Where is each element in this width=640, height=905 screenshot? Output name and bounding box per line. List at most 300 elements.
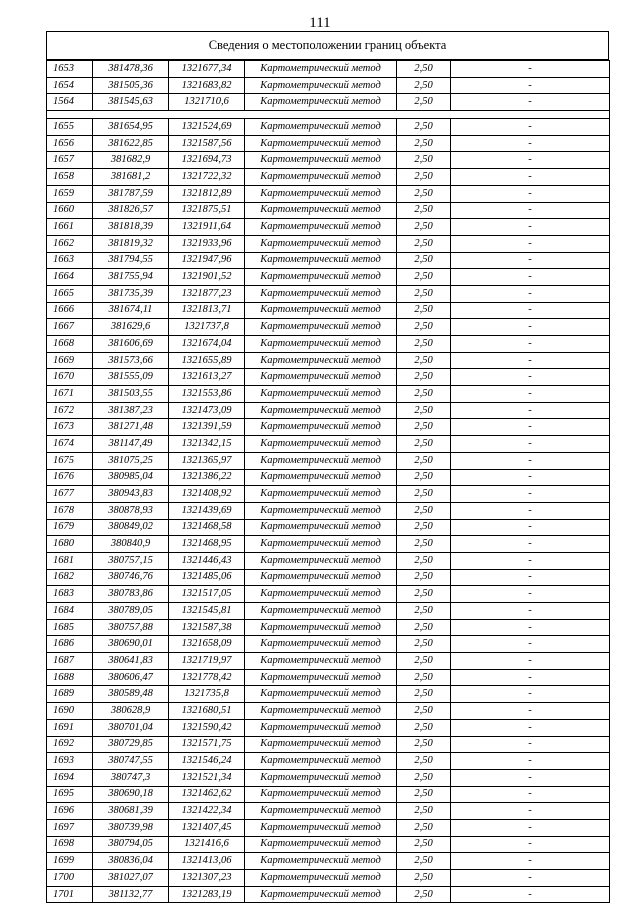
coord-y-cell: 1321545,81 bbox=[169, 603, 245, 620]
coord-x-cell: 381681,2 bbox=[93, 169, 169, 186]
coord-y-cell: 1321473,09 bbox=[169, 402, 245, 419]
coord-y-cell: 1321812,89 bbox=[169, 185, 245, 202]
coord-y-cell: 1321462,62 bbox=[169, 786, 245, 803]
accuracy-cell: 2,50 bbox=[397, 436, 451, 453]
table-row bbox=[47, 352, 610, 369]
accuracy-cell: 2,50 bbox=[397, 386, 451, 403]
table-row bbox=[47, 786, 610, 803]
accuracy-cell: 2,50 bbox=[397, 552, 451, 569]
description-cell: - bbox=[451, 285, 610, 302]
accuracy-cell: 2,50 bbox=[397, 336, 451, 353]
coord-x-cell: 381735,39 bbox=[93, 285, 169, 302]
coord-x-cell: 380729,85 bbox=[93, 736, 169, 753]
method-cell: Картометрический метод bbox=[245, 786, 397, 803]
point-number-cell: 1659 bbox=[47, 185, 93, 202]
description-cell: - bbox=[451, 536, 610, 553]
table-row bbox=[47, 502, 610, 519]
method-cell: Картометрический метод bbox=[245, 235, 397, 252]
point-number-cell: 1660 bbox=[47, 202, 93, 219]
description-cell: - bbox=[451, 319, 610, 336]
boundary-document bbox=[46, 31, 609, 903]
point-number-cell: 1700 bbox=[47, 870, 93, 887]
method-cell: Картометрический метод bbox=[245, 486, 397, 503]
accuracy-cell: 2,50 bbox=[397, 636, 451, 653]
method-cell: Картометрический метод bbox=[245, 252, 397, 269]
description-cell: - bbox=[451, 135, 610, 152]
point-number-cell: 1658 bbox=[47, 169, 93, 186]
point-number-cell: 1688 bbox=[47, 669, 93, 686]
method-cell: Картометрический метод bbox=[245, 619, 397, 636]
method-cell: Картометрический метод bbox=[245, 803, 397, 820]
accuracy-cell: 2,50 bbox=[397, 61, 451, 78]
accuracy-cell: 2,50 bbox=[397, 853, 451, 870]
point-number-cell: 1662 bbox=[47, 235, 93, 252]
table-row bbox=[47, 819, 610, 836]
method-cell: Картометрический метод bbox=[245, 419, 397, 436]
coord-x-cell: 381674,11 bbox=[93, 302, 169, 319]
coord-x-cell: 380747,3 bbox=[93, 769, 169, 786]
accuracy-cell: 2,50 bbox=[397, 519, 451, 536]
method-cell: Картометрический метод bbox=[245, 386, 397, 403]
coord-y-cell: 1321710,6 bbox=[169, 94, 245, 111]
description-cell: - bbox=[451, 402, 610, 419]
table-row bbox=[47, 653, 610, 670]
accuracy-cell: 2,50 bbox=[397, 169, 451, 186]
method-cell: Картометрический метод bbox=[245, 519, 397, 536]
point-number-cell: 1661 bbox=[47, 219, 93, 236]
point-number-cell: 1673 bbox=[47, 419, 93, 436]
coord-y-cell: 1321524,69 bbox=[169, 119, 245, 136]
coord-y-cell: 1321694,73 bbox=[169, 152, 245, 169]
method-cell: Картометрический метод bbox=[245, 202, 397, 219]
coord-x-cell: 380794,05 bbox=[93, 836, 169, 853]
coord-y-cell: 1321468,58 bbox=[169, 519, 245, 536]
accuracy-cell: 2,50 bbox=[397, 285, 451, 302]
coord-x-cell: 381027,07 bbox=[93, 870, 169, 887]
accuracy-cell: 2,50 bbox=[397, 753, 451, 770]
table-gap-row bbox=[47, 111, 610, 119]
table-row bbox=[47, 402, 610, 419]
description-cell: - bbox=[451, 336, 610, 353]
accuracy-cell: 2,50 bbox=[397, 352, 451, 369]
accuracy-cell: 2,50 bbox=[397, 886, 451, 903]
table-row bbox=[47, 369, 610, 386]
description-cell: - bbox=[451, 619, 610, 636]
coord-x-cell: 380789,05 bbox=[93, 603, 169, 620]
method-cell: Картометрический метод bbox=[245, 77, 397, 94]
method-cell: Картометрический метод bbox=[245, 185, 397, 202]
coord-x-cell: 380589,48 bbox=[93, 686, 169, 703]
coord-y-cell: 1321933,96 bbox=[169, 235, 245, 252]
description-cell: - bbox=[451, 419, 610, 436]
point-number-cell: 1678 bbox=[47, 502, 93, 519]
table-row bbox=[47, 185, 610, 202]
accuracy-cell: 2,50 bbox=[397, 452, 451, 469]
table-row bbox=[47, 886, 610, 903]
coord-x-cell: 380836,04 bbox=[93, 853, 169, 870]
description-cell: - bbox=[451, 219, 610, 236]
coord-x-cell: 381075,25 bbox=[93, 452, 169, 469]
method-cell: Картометрический метод bbox=[245, 269, 397, 286]
method-cell: Картометрический метод bbox=[245, 819, 397, 836]
accuracy-cell: 2,50 bbox=[397, 803, 451, 820]
point-number-cell: 1663 bbox=[47, 252, 93, 269]
accuracy-cell: 2,50 bbox=[397, 569, 451, 586]
coord-y-cell: 1321413,06 bbox=[169, 853, 245, 870]
point-number-cell: 1687 bbox=[47, 653, 93, 670]
table-row bbox=[47, 686, 610, 703]
description-cell: - bbox=[451, 769, 610, 786]
point-number-cell: 1699 bbox=[47, 853, 93, 870]
coord-y-cell: 1321386,22 bbox=[169, 469, 245, 486]
method-cell: Картометрический метод bbox=[245, 219, 397, 236]
accuracy-cell: 2,50 bbox=[397, 419, 451, 436]
table-row bbox=[47, 803, 610, 820]
point-number-cell: 1671 bbox=[47, 386, 93, 403]
method-cell: Картометрический метод bbox=[245, 719, 397, 736]
table-row bbox=[47, 703, 610, 720]
table-row bbox=[47, 769, 610, 786]
table-row bbox=[47, 285, 610, 302]
method-cell: Картометрический метод bbox=[245, 636, 397, 653]
method-cell: Картометрический метод bbox=[245, 569, 397, 586]
accuracy-cell: 2,50 bbox=[397, 77, 451, 94]
coord-y-cell: 1321439,69 bbox=[169, 502, 245, 519]
method-cell: Картометрический метод bbox=[245, 402, 397, 419]
coord-y-cell: 1321307,23 bbox=[169, 870, 245, 887]
point-number-cell: 1653 bbox=[47, 61, 93, 78]
description-cell: - bbox=[451, 586, 610, 603]
point-number-cell: 1696 bbox=[47, 803, 93, 820]
accuracy-cell: 2,50 bbox=[397, 686, 451, 703]
description-cell: - bbox=[451, 252, 610, 269]
coord-x-cell: 381622,85 bbox=[93, 135, 169, 152]
point-number-cell: 1682 bbox=[47, 569, 93, 586]
accuracy-cell: 2,50 bbox=[397, 786, 451, 803]
accuracy-cell: 2,50 bbox=[397, 836, 451, 853]
coord-y-cell: 1321468,95 bbox=[169, 536, 245, 553]
table-row bbox=[47, 219, 610, 236]
coord-x-cell: 381555,09 bbox=[93, 369, 169, 386]
point-number-cell: 1686 bbox=[47, 636, 93, 653]
point-number-cell: 1691 bbox=[47, 719, 93, 736]
description-cell: - bbox=[451, 486, 610, 503]
coord-y-cell: 1321674,04 bbox=[169, 336, 245, 353]
coord-x-cell: 381826,57 bbox=[93, 202, 169, 219]
accuracy-cell: 2,50 bbox=[397, 119, 451, 136]
table-row bbox=[47, 836, 610, 853]
description-cell: - bbox=[451, 452, 610, 469]
coord-x-cell: 381629,6 bbox=[93, 319, 169, 336]
table-gap bbox=[47, 111, 610, 119]
coord-x-cell: 380878,93 bbox=[93, 502, 169, 519]
method-cell: Картометрический метод bbox=[245, 870, 397, 887]
accuracy-cell: 2,50 bbox=[397, 653, 451, 670]
table-row bbox=[47, 319, 610, 336]
method-cell: Картометрический метод bbox=[245, 502, 397, 519]
method-cell: Картометрический метод bbox=[245, 536, 397, 553]
coord-x-cell: 380943,83 bbox=[93, 486, 169, 503]
coord-x-cell: 381271,48 bbox=[93, 419, 169, 436]
coord-x-cell: 381819,32 bbox=[93, 235, 169, 252]
point-number-cell: 1674 bbox=[47, 436, 93, 453]
method-cell: Картометрический метод bbox=[245, 669, 397, 686]
table-row bbox=[47, 719, 610, 736]
description-cell: - bbox=[451, 269, 610, 286]
table-row bbox=[47, 619, 610, 636]
accuracy-cell: 2,50 bbox=[397, 669, 451, 686]
coord-y-cell: 1321658,09 bbox=[169, 636, 245, 653]
point-number-cell: 1665 bbox=[47, 285, 93, 302]
coord-y-cell: 1321778,42 bbox=[169, 669, 245, 686]
coord-y-cell: 1321407,45 bbox=[169, 819, 245, 836]
table-row bbox=[47, 302, 610, 319]
coord-y-cell: 1321283,19 bbox=[169, 886, 245, 903]
coord-y-cell: 1321877,23 bbox=[169, 285, 245, 302]
coord-y-cell: 1321422,34 bbox=[169, 803, 245, 820]
table-row bbox=[47, 753, 610, 770]
coord-y-cell: 1321571,75 bbox=[169, 736, 245, 753]
point-number-cell: 1666 bbox=[47, 302, 93, 319]
table-row bbox=[47, 870, 610, 887]
table-row bbox=[47, 669, 610, 686]
accuracy-cell: 2,50 bbox=[397, 319, 451, 336]
table-row bbox=[47, 202, 610, 219]
coord-y-cell: 1321737,8 bbox=[169, 319, 245, 336]
coord-x-cell: 381147,49 bbox=[93, 436, 169, 453]
point-number-cell: 1675 bbox=[47, 452, 93, 469]
table-row bbox=[47, 135, 610, 152]
coord-y-cell: 1321587,56 bbox=[169, 135, 245, 152]
accuracy-cell: 2,50 bbox=[397, 536, 451, 553]
accuracy-cell: 2,50 bbox=[397, 736, 451, 753]
description-cell: - bbox=[451, 77, 610, 94]
coord-y-cell: 1321677,34 bbox=[169, 61, 245, 78]
method-cell: Картометрический метод bbox=[245, 135, 397, 152]
table-row bbox=[47, 486, 610, 503]
accuracy-cell: 2,50 bbox=[397, 819, 451, 836]
point-number-cell: 1690 bbox=[47, 703, 93, 720]
point-number-cell: 1693 bbox=[47, 753, 93, 770]
description-cell: - bbox=[451, 94, 610, 111]
accuracy-cell: 2,50 bbox=[397, 252, 451, 269]
table-row bbox=[47, 552, 610, 569]
description-cell: - bbox=[451, 469, 610, 486]
point-number-cell: 1669 bbox=[47, 352, 93, 369]
coord-y-cell: 1321655,89 bbox=[169, 352, 245, 369]
coord-x-cell: 381478,36 bbox=[93, 61, 169, 78]
coord-y-cell: 1321365,97 bbox=[169, 452, 245, 469]
description-cell: - bbox=[451, 853, 610, 870]
method-cell: Картометрический метод bbox=[245, 336, 397, 353]
accuracy-cell: 2,50 bbox=[397, 586, 451, 603]
coord-x-cell: 381606,69 bbox=[93, 336, 169, 353]
coord-x-cell: 380739,98 bbox=[93, 819, 169, 836]
coord-x-cell: 380701,04 bbox=[93, 719, 169, 736]
coord-y-cell: 1321735,8 bbox=[169, 686, 245, 703]
coord-x-cell: 380690,01 bbox=[93, 636, 169, 653]
table-row bbox=[47, 61, 610, 78]
point-number-cell: 1679 bbox=[47, 519, 93, 536]
description-cell: - bbox=[451, 669, 610, 686]
table-group-2 bbox=[47, 119, 610, 903]
point-number-cell: 1677 bbox=[47, 486, 93, 503]
coord-x-cell: 380757,15 bbox=[93, 552, 169, 569]
coord-y-cell: 1321553,86 bbox=[169, 386, 245, 403]
point-number-cell: 1664 bbox=[47, 269, 93, 286]
point-number-cell: 1654 bbox=[47, 77, 93, 94]
coord-y-cell: 1321590,42 bbox=[169, 719, 245, 736]
description-cell: - bbox=[451, 703, 610, 720]
coord-y-cell: 1321517,05 bbox=[169, 586, 245, 603]
coord-y-cell: 1321416,6 bbox=[169, 836, 245, 853]
point-number-cell: 1685 bbox=[47, 619, 93, 636]
point-number-cell: 1698 bbox=[47, 836, 93, 853]
coord-x-cell: 380757,88 bbox=[93, 619, 169, 636]
table-row bbox=[47, 119, 610, 136]
accuracy-cell: 2,50 bbox=[397, 302, 451, 319]
table-row bbox=[47, 269, 610, 286]
description-cell: - bbox=[451, 352, 610, 369]
accuracy-cell: 2,50 bbox=[397, 703, 451, 720]
point-number-cell: 1694 bbox=[47, 769, 93, 786]
description-cell: - bbox=[451, 369, 610, 386]
point-number-cell: 1701 bbox=[47, 886, 93, 903]
method-cell: Картометрический метод bbox=[245, 703, 397, 720]
description-cell: - bbox=[451, 302, 610, 319]
description-cell: - bbox=[451, 653, 610, 670]
description-cell: - bbox=[451, 870, 610, 887]
table-row bbox=[47, 152, 610, 169]
table-row bbox=[47, 252, 610, 269]
table-row bbox=[47, 419, 610, 436]
table-row bbox=[47, 386, 610, 403]
method-cell: Картометрический метод bbox=[245, 769, 397, 786]
description-cell: - bbox=[451, 436, 610, 453]
coord-x-cell: 381787,59 bbox=[93, 185, 169, 202]
coord-y-cell: 1321485,06 bbox=[169, 569, 245, 586]
description-cell: - bbox=[451, 786, 610, 803]
description-cell: - bbox=[451, 636, 610, 653]
table-row bbox=[47, 169, 610, 186]
description-cell: - bbox=[451, 61, 610, 78]
coord-y-cell: 1321947,96 bbox=[169, 252, 245, 269]
point-number-cell: 1684 bbox=[47, 603, 93, 620]
coord-y-cell: 1321719,97 bbox=[169, 653, 245, 670]
coord-y-cell: 1321446,43 bbox=[169, 552, 245, 569]
coord-x-cell: 381387,23 bbox=[93, 402, 169, 419]
description-cell: - bbox=[451, 519, 610, 536]
accuracy-cell: 2,50 bbox=[397, 135, 451, 152]
table-row bbox=[47, 736, 610, 753]
method-cell: Картометрический метод bbox=[245, 352, 397, 369]
accuracy-cell: 2,50 bbox=[397, 719, 451, 736]
table-row bbox=[47, 569, 610, 586]
coord-x-cell: 380628,9 bbox=[93, 703, 169, 720]
table-row bbox=[47, 636, 610, 653]
method-cell: Картометрический метод bbox=[245, 94, 397, 111]
point-number-cell: 1695 bbox=[47, 786, 93, 803]
method-cell: Картометрический метод bbox=[245, 469, 397, 486]
coord-y-cell: 1321546,24 bbox=[169, 753, 245, 770]
point-number-cell: 1667 bbox=[47, 319, 93, 336]
section-title: Сведения о местоположении границ объекта bbox=[46, 31, 609, 60]
accuracy-cell: 2,50 bbox=[397, 769, 451, 786]
point-number-cell: 1697 bbox=[47, 819, 93, 836]
method-cell: Картометрический метод bbox=[245, 586, 397, 603]
coord-x-cell: 380606,47 bbox=[93, 669, 169, 686]
coord-x-cell: 381503,55 bbox=[93, 386, 169, 403]
point-number-cell: 1692 bbox=[47, 736, 93, 753]
description-cell: - bbox=[451, 719, 610, 736]
description-cell: - bbox=[451, 886, 610, 903]
table-row bbox=[47, 94, 610, 111]
coord-x-cell: 380849,02 bbox=[93, 519, 169, 536]
coord-y-cell: 1321342,15 bbox=[169, 436, 245, 453]
description-cell: - bbox=[451, 753, 610, 770]
coord-x-cell: 381755,94 bbox=[93, 269, 169, 286]
coord-x-cell: 380641,83 bbox=[93, 653, 169, 670]
coord-y-cell: 1321587,38 bbox=[169, 619, 245, 636]
point-number-cell: 1670 bbox=[47, 369, 93, 386]
method-cell: Картометрический метод bbox=[245, 886, 397, 903]
method-cell: Картометрический метод bbox=[245, 369, 397, 386]
coord-x-cell: 380690,18 bbox=[93, 786, 169, 803]
coord-y-cell: 1321613,27 bbox=[169, 369, 245, 386]
coord-y-cell: 1321901,52 bbox=[169, 269, 245, 286]
accuracy-cell: 2,50 bbox=[397, 269, 451, 286]
description-cell: - bbox=[451, 152, 610, 169]
point-number-cell: 1672 bbox=[47, 402, 93, 419]
coord-y-cell: 1321911,64 bbox=[169, 219, 245, 236]
description-cell: - bbox=[451, 552, 610, 569]
method-cell: Картометрический метод bbox=[245, 753, 397, 770]
method-cell: Картометрический метод bbox=[245, 736, 397, 753]
description-cell: - bbox=[451, 686, 610, 703]
coord-x-cell: 381818,39 bbox=[93, 219, 169, 236]
boundary-points-table bbox=[46, 60, 610, 903]
table-row bbox=[47, 536, 610, 553]
point-number-cell: 1676 bbox=[47, 469, 93, 486]
description-cell: - bbox=[451, 386, 610, 403]
table-row bbox=[47, 586, 610, 603]
coord-x-cell: 381505,36 bbox=[93, 77, 169, 94]
coord-y-cell: 1321722,32 bbox=[169, 169, 245, 186]
coord-x-cell: 381654,95 bbox=[93, 119, 169, 136]
table-group-1 bbox=[47, 61, 610, 111]
method-cell: Картометрический метод bbox=[245, 836, 397, 853]
accuracy-cell: 2,50 bbox=[397, 486, 451, 503]
coord-x-cell: 380840,9 bbox=[93, 536, 169, 553]
description-cell: - bbox=[451, 569, 610, 586]
accuracy-cell: 2,50 bbox=[397, 603, 451, 620]
point-number-cell: 1656 bbox=[47, 135, 93, 152]
point-number-cell: 1683 bbox=[47, 586, 93, 603]
accuracy-cell: 2,50 bbox=[397, 185, 451, 202]
accuracy-cell: 2,50 bbox=[397, 369, 451, 386]
coord-x-cell: 380681,39 bbox=[93, 803, 169, 820]
accuracy-cell: 2,50 bbox=[397, 219, 451, 236]
method-cell: Картометрический метод bbox=[245, 319, 397, 336]
method-cell: Картометрический метод bbox=[245, 61, 397, 78]
table-row bbox=[47, 519, 610, 536]
accuracy-cell: 2,50 bbox=[397, 502, 451, 519]
table-row bbox=[47, 336, 610, 353]
coord-y-cell: 1321683,82 bbox=[169, 77, 245, 94]
table-row bbox=[47, 77, 610, 94]
table-row bbox=[47, 452, 610, 469]
point-number-cell: 1657 bbox=[47, 152, 93, 169]
